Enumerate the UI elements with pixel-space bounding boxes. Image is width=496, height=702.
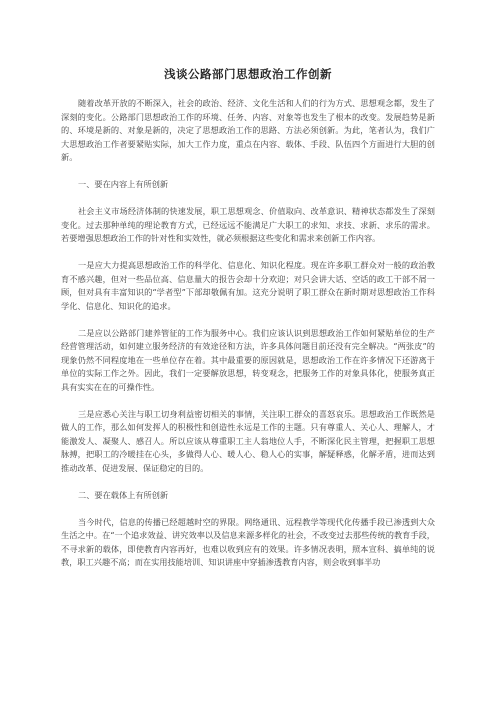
section1-paragraph-1: 社会主义市场经济体制的快速发展，职工思想观念、价值取向、改革意识、精神状态都发生了深刻变化。过去那种单纯的理论教育方式，已经远远不能满足广大职工的求知、求技、求新、求乐的需求。若要增强思想政治工作的针对性和实效性，就必须根据这些变化和需求来创新工作内容。 <box>61 206 435 243</box>
spacer <box>61 394 435 408</box>
section-heading-carrier: 二、要在载体上有所创新 <box>78 489 169 500</box>
spacer <box>61 475 435 489</box>
spacer <box>61 246 435 260</box>
spacer <box>61 313 435 327</box>
document-title: 浅谈公路部门思想政治工作创新 <box>164 67 332 81</box>
section1-paragraph-2: 一是应大力提高思想政治工作的科学化、信息化、知识化程度。现在许多职工群众对一般的政治教育不感兴趣，但对一些品位高、信息量大的报告会却十分欢迎；对只会讲大话、空话的政工干部不屑一顾，但对具有丰富知识的“学者型”下部却敬佩有加。这充分说明了职工群众在新时期对思想政治工作科学化、信息化、知识化的追求。 <box>61 260 435 311</box>
spacer <box>61 502 435 516</box>
section1-paragraph-4: 三是应悉心关注与职工切身利益密切相关的事情，关注职工群众的喜怒哀乐。思想政治工作既然是做人的工作，那么如何发挥人的积极性和创造性永远是工作的主题。只有尊重人、关心人、理解人，才能激发人、凝聚人、感召人。所以应该从尊重职工主人翁地位人手，不断深化民主管理，把握职工思想脉搏，把职工的冷暖挂在心头，多做得人心、暖人心、稳人心的实事，解疑释惑，化解矛盾，进而达到推动改革、促进发展、保证稳定的目的。 <box>61 408 435 473</box>
intro-paragraph: 随着改革开放的不断深入，社会的政治、经济、文化生活和人们的行为方式、思想观念都，发生了深刻的变化。公路部门思想政治工作的环境、任务、内容、对象等也发生了根本的改变。发展趋势是新的、环境是新的、对象是新的，决定了思想政治工作的思路、方法必须创新。为此，笔者认为，我们广大思想政治工作者要紧贴实际，加大工作力度，重点在内容、载体、手段、队伍四个方面进行大胆的创新。 <box>61 98 435 162</box>
section2-paragraph-1: 当今时代，信息的传播已经超越时空的界限。网络通讯、远程教学等现代化传播手段已渗透到大众生活之中。在“一个追求效益、讲究效率以及信息来源多样化的社会，不改变过去那些传统的教育手段，不寻求新的载体，即使教育内容再好，也难以收到应有的效果。许多情况表明，照本宣科、搞单纯的说教，职工兴趣不高；而在实用技能培训、知识讲座中穿插渗透教育内容，则会收到事半功 <box>61 516 435 567</box>
spacer <box>61 165 435 179</box>
section1-paragraph-3: 二是应以公路部门建养管征的工作为服务中心。我们应该认识到思想政治工作如何紧贴单位的生产经营管理活动，如何建立服务经济的有效途径和方法，许多具体问题目前还没有完全解决。“两张皮”的现象仍然不同程度地在一些单位存在着。其中最重要的原因就是，思想政治工作在许多情况下还游离于单位的实际工作之外。因此，我们一定要解放思想，转变观念，把服务工作的对象具体化，使服务真正具有实实在在的可操作性。 <box>61 327 435 392</box>
spacer <box>61 192 435 206</box>
document-body <box>61 97 435 570</box>
section-heading-content: 一、要在内容上有所创新 <box>78 179 169 189</box>
